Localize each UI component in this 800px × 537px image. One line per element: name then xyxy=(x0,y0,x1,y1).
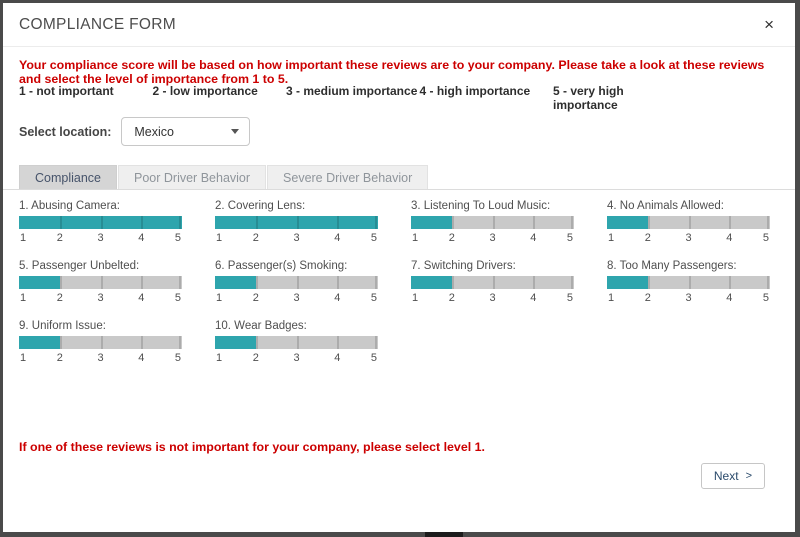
slider-tick-mark xyxy=(141,336,143,349)
slider-tick-mark xyxy=(375,336,377,349)
importance-slider-track[interactable] xyxy=(607,216,770,229)
slider-tick-mark xyxy=(337,216,339,229)
slider-grid xyxy=(19,200,770,366)
slider-label: 7. Switching Drivers: xyxy=(411,260,516,272)
slider-tick-label: 3 xyxy=(685,292,692,304)
slider-tick-label: 5 xyxy=(566,292,573,304)
slider-block xyxy=(607,200,770,246)
slider-tick-label: 2 xyxy=(56,232,63,244)
slider-tick-labels xyxy=(19,232,182,246)
note-text: If one of these reviews is not important for your company, please select level 1. xyxy=(19,440,485,454)
dialog-title: COMPLIANCE FORM xyxy=(19,15,176,33)
importance-slider-track[interactable] xyxy=(19,336,182,349)
slider-block xyxy=(19,320,182,366)
slider-block xyxy=(411,200,574,246)
slider-label: 3. Listening To Loud Music: xyxy=(411,200,551,212)
slider-fill xyxy=(607,276,648,289)
slider-tick-label: 5 xyxy=(174,352,181,364)
location-selected-value: Mexico xyxy=(134,124,174,139)
slider-tick-mark xyxy=(375,216,377,229)
slider-tick-mark xyxy=(533,276,535,289)
slider-tick-mark xyxy=(571,216,573,229)
slider-tick-label: 5 xyxy=(762,292,769,304)
location-label: Select location: xyxy=(19,124,112,139)
slider-tick-label: 4 xyxy=(726,292,733,304)
slider-tick-mark xyxy=(337,276,339,289)
slider-tick-label: 5 xyxy=(762,232,769,244)
importance-slider-track[interactable] xyxy=(215,336,378,349)
dialog-header xyxy=(3,3,795,47)
location-row xyxy=(19,117,250,146)
importance-slider-track[interactable] xyxy=(19,276,182,289)
slider-tick-mark xyxy=(767,216,769,229)
slider-tick-label: 3 xyxy=(293,232,300,244)
slider-tick-labels xyxy=(607,292,770,306)
slider-tick-label: 5 xyxy=(370,292,377,304)
next-button[interactable] xyxy=(701,463,765,489)
slider-tick-mark xyxy=(533,216,535,229)
slider-fill xyxy=(411,276,452,289)
slider-tick-mark xyxy=(493,276,495,289)
slider-tick-label: 1 xyxy=(20,232,27,244)
slider-tick-label: 1 xyxy=(216,292,223,304)
slider-tick-label: 4 xyxy=(726,232,733,244)
chevron-right-icon: > xyxy=(745,470,752,482)
slider-tick-label: 3 xyxy=(293,292,300,304)
tab-poor-driver-behavior[interactable]: Poor Driver Behavior xyxy=(118,165,266,189)
slider-tick-labels xyxy=(215,292,378,306)
slider-block xyxy=(411,260,574,306)
slider-tick-label: 3 xyxy=(97,292,104,304)
slider-tick-label: 3 xyxy=(97,232,104,244)
slider-fill xyxy=(411,216,452,229)
slider-tick-label: 4 xyxy=(334,352,341,364)
slider-tick-labels xyxy=(19,352,182,366)
slider-fill xyxy=(215,336,256,349)
importance-slider-track[interactable] xyxy=(607,276,770,289)
window-resize-artifact xyxy=(425,532,463,537)
importance-slider-track[interactable] xyxy=(215,216,378,229)
slider-tick-mark xyxy=(179,216,181,229)
slider-block xyxy=(19,260,182,306)
slider-tick-label: 2 xyxy=(252,232,259,244)
legend-item: 5 - very high importance xyxy=(553,84,624,112)
slider-tick-label: 1 xyxy=(20,292,27,304)
instruction-text: Your compliance score will be based on how important these reviews are to your company. Please take a look at these reviews and select the level of importance from 1 to 5. xyxy=(19,58,765,86)
slider-label: 9. Uniform Issue: xyxy=(19,320,106,332)
slider-block xyxy=(19,200,182,246)
slider-tick-label: 3 xyxy=(489,232,496,244)
importance-slider-track[interactable] xyxy=(411,216,574,229)
slider-tick-label: 1 xyxy=(608,232,615,244)
slider-tick-mark xyxy=(60,336,62,349)
slider-tick-mark xyxy=(60,216,62,229)
slider-tick-label: 5 xyxy=(370,352,377,364)
slider-tick-label: 1 xyxy=(412,292,419,304)
importance-slider-track[interactable] xyxy=(215,276,378,289)
slider-tick-label: 4 xyxy=(334,292,341,304)
slider-tick-mark xyxy=(648,216,650,229)
slider-label: 6. Passenger(s) Smoking: xyxy=(215,260,348,272)
slider-tick-label: 4 xyxy=(530,292,537,304)
slider-tick-label: 2 xyxy=(252,292,259,304)
slider-tick-mark xyxy=(493,216,495,229)
legend-item: 3 - medium importance xyxy=(286,84,418,98)
slider-tick-mark xyxy=(689,216,691,229)
slider-tick-label: 1 xyxy=(608,292,615,304)
slider-tick-mark xyxy=(179,276,181,289)
slider-label: 1. Abusing Camera: xyxy=(19,200,121,212)
slider-tick-mark xyxy=(648,276,650,289)
slider-label: 2. Covering Lens: xyxy=(215,200,306,212)
slider-tick-mark xyxy=(101,216,103,229)
slider-tick-mark xyxy=(729,276,731,289)
slider-tick-labels xyxy=(215,352,378,366)
slider-tick-labels xyxy=(19,292,182,306)
slider-block xyxy=(215,320,378,366)
slider-tick-label: 1 xyxy=(20,352,27,364)
slider-tick-mark xyxy=(689,276,691,289)
slider-tick-mark xyxy=(60,276,62,289)
slider-tick-mark xyxy=(375,276,377,289)
slider-label: 5. Passenger Unbelted: xyxy=(19,260,140,272)
slider-fill xyxy=(215,276,256,289)
slider-tick-label: 2 xyxy=(448,292,455,304)
slider-tick-label: 4 xyxy=(334,232,341,244)
legend-item: 2 - low importance xyxy=(152,84,258,98)
slider-tick-mark xyxy=(141,216,143,229)
slider-tick-label: 1 xyxy=(412,232,419,244)
slider-tick-label: 5 xyxy=(174,232,181,244)
slider-tick-label: 4 xyxy=(138,292,145,304)
slider-tick-mark xyxy=(256,336,258,349)
slider-tick-mark xyxy=(767,276,769,289)
slider-tick-mark xyxy=(571,276,573,289)
slider-tick-label: 4 xyxy=(138,232,145,244)
slider-tick-label: 1 xyxy=(216,232,223,244)
slider-tick-label: 3 xyxy=(685,232,692,244)
importance-slider-track[interactable] xyxy=(19,216,182,229)
slider-block xyxy=(607,260,770,306)
slider-tick-labels xyxy=(411,292,574,306)
slider-tick-label: 5 xyxy=(566,232,573,244)
tab-bar xyxy=(3,165,795,190)
slider-tick-mark xyxy=(452,276,454,289)
slider-block xyxy=(215,260,378,306)
location-dropdown[interactable] xyxy=(121,117,250,146)
slider-tick-mark xyxy=(179,336,181,349)
slider-tick-label: 1 xyxy=(216,352,223,364)
slider-label: 10. Wear Badges: xyxy=(215,320,307,332)
slider-label: 4. No Animals Allowed: xyxy=(607,200,724,212)
slider-tick-mark xyxy=(101,276,103,289)
slider-tick-label: 4 xyxy=(530,232,537,244)
legend-item: 1 - not important xyxy=(19,84,114,98)
slider-tick-label: 5 xyxy=(174,292,181,304)
slider-tick-label: 2 xyxy=(56,352,63,364)
slider-tick-label: 2 xyxy=(56,292,63,304)
slider-tick-label: 2 xyxy=(644,292,651,304)
legend-item: 4 - high importance xyxy=(419,84,531,98)
slider-tick-mark xyxy=(337,336,339,349)
slider-tick-label: 2 xyxy=(448,232,455,244)
slider-tick-mark xyxy=(101,336,103,349)
slider-tick-mark xyxy=(452,216,454,229)
slider-tick-label: 2 xyxy=(252,352,259,364)
slider-tick-labels xyxy=(215,232,378,246)
slider-block xyxy=(215,200,378,246)
tab-compliance[interactable]: Compliance xyxy=(19,165,117,189)
chevron-down-icon xyxy=(231,129,239,134)
slider-tick-mark xyxy=(297,336,299,349)
slider-fill xyxy=(19,336,60,349)
slider-tick-mark xyxy=(256,276,258,289)
importance-slider-track[interactable] xyxy=(411,276,574,289)
slider-tick-labels xyxy=(411,232,574,246)
slider-tick-label: 2 xyxy=(644,232,651,244)
slider-fill xyxy=(607,216,648,229)
slider-tick-mark xyxy=(729,216,731,229)
slider-tick-label: 3 xyxy=(489,292,496,304)
slider-tick-label: 4 xyxy=(138,352,145,364)
tab-severe-driver-behavior[interactable]: Severe Driver Behavior xyxy=(267,165,428,189)
slider-fill xyxy=(19,276,60,289)
slider-tick-labels xyxy=(607,232,770,246)
slider-tick-mark xyxy=(141,276,143,289)
next-button-label: Next xyxy=(713,469,739,483)
slider-tick-label: 3 xyxy=(293,352,300,364)
slider-tick-mark xyxy=(297,276,299,289)
slider-tick-mark xyxy=(256,216,258,229)
slider-tick-label: 3 xyxy=(97,352,104,364)
slider-tick-label: 5 xyxy=(370,232,377,244)
slider-tick-mark xyxy=(297,216,299,229)
importance-legend xyxy=(19,84,687,112)
slider-label: 8. Too Many Passengers: xyxy=(607,260,737,272)
close-icon[interactable]: × xyxy=(764,15,774,34)
